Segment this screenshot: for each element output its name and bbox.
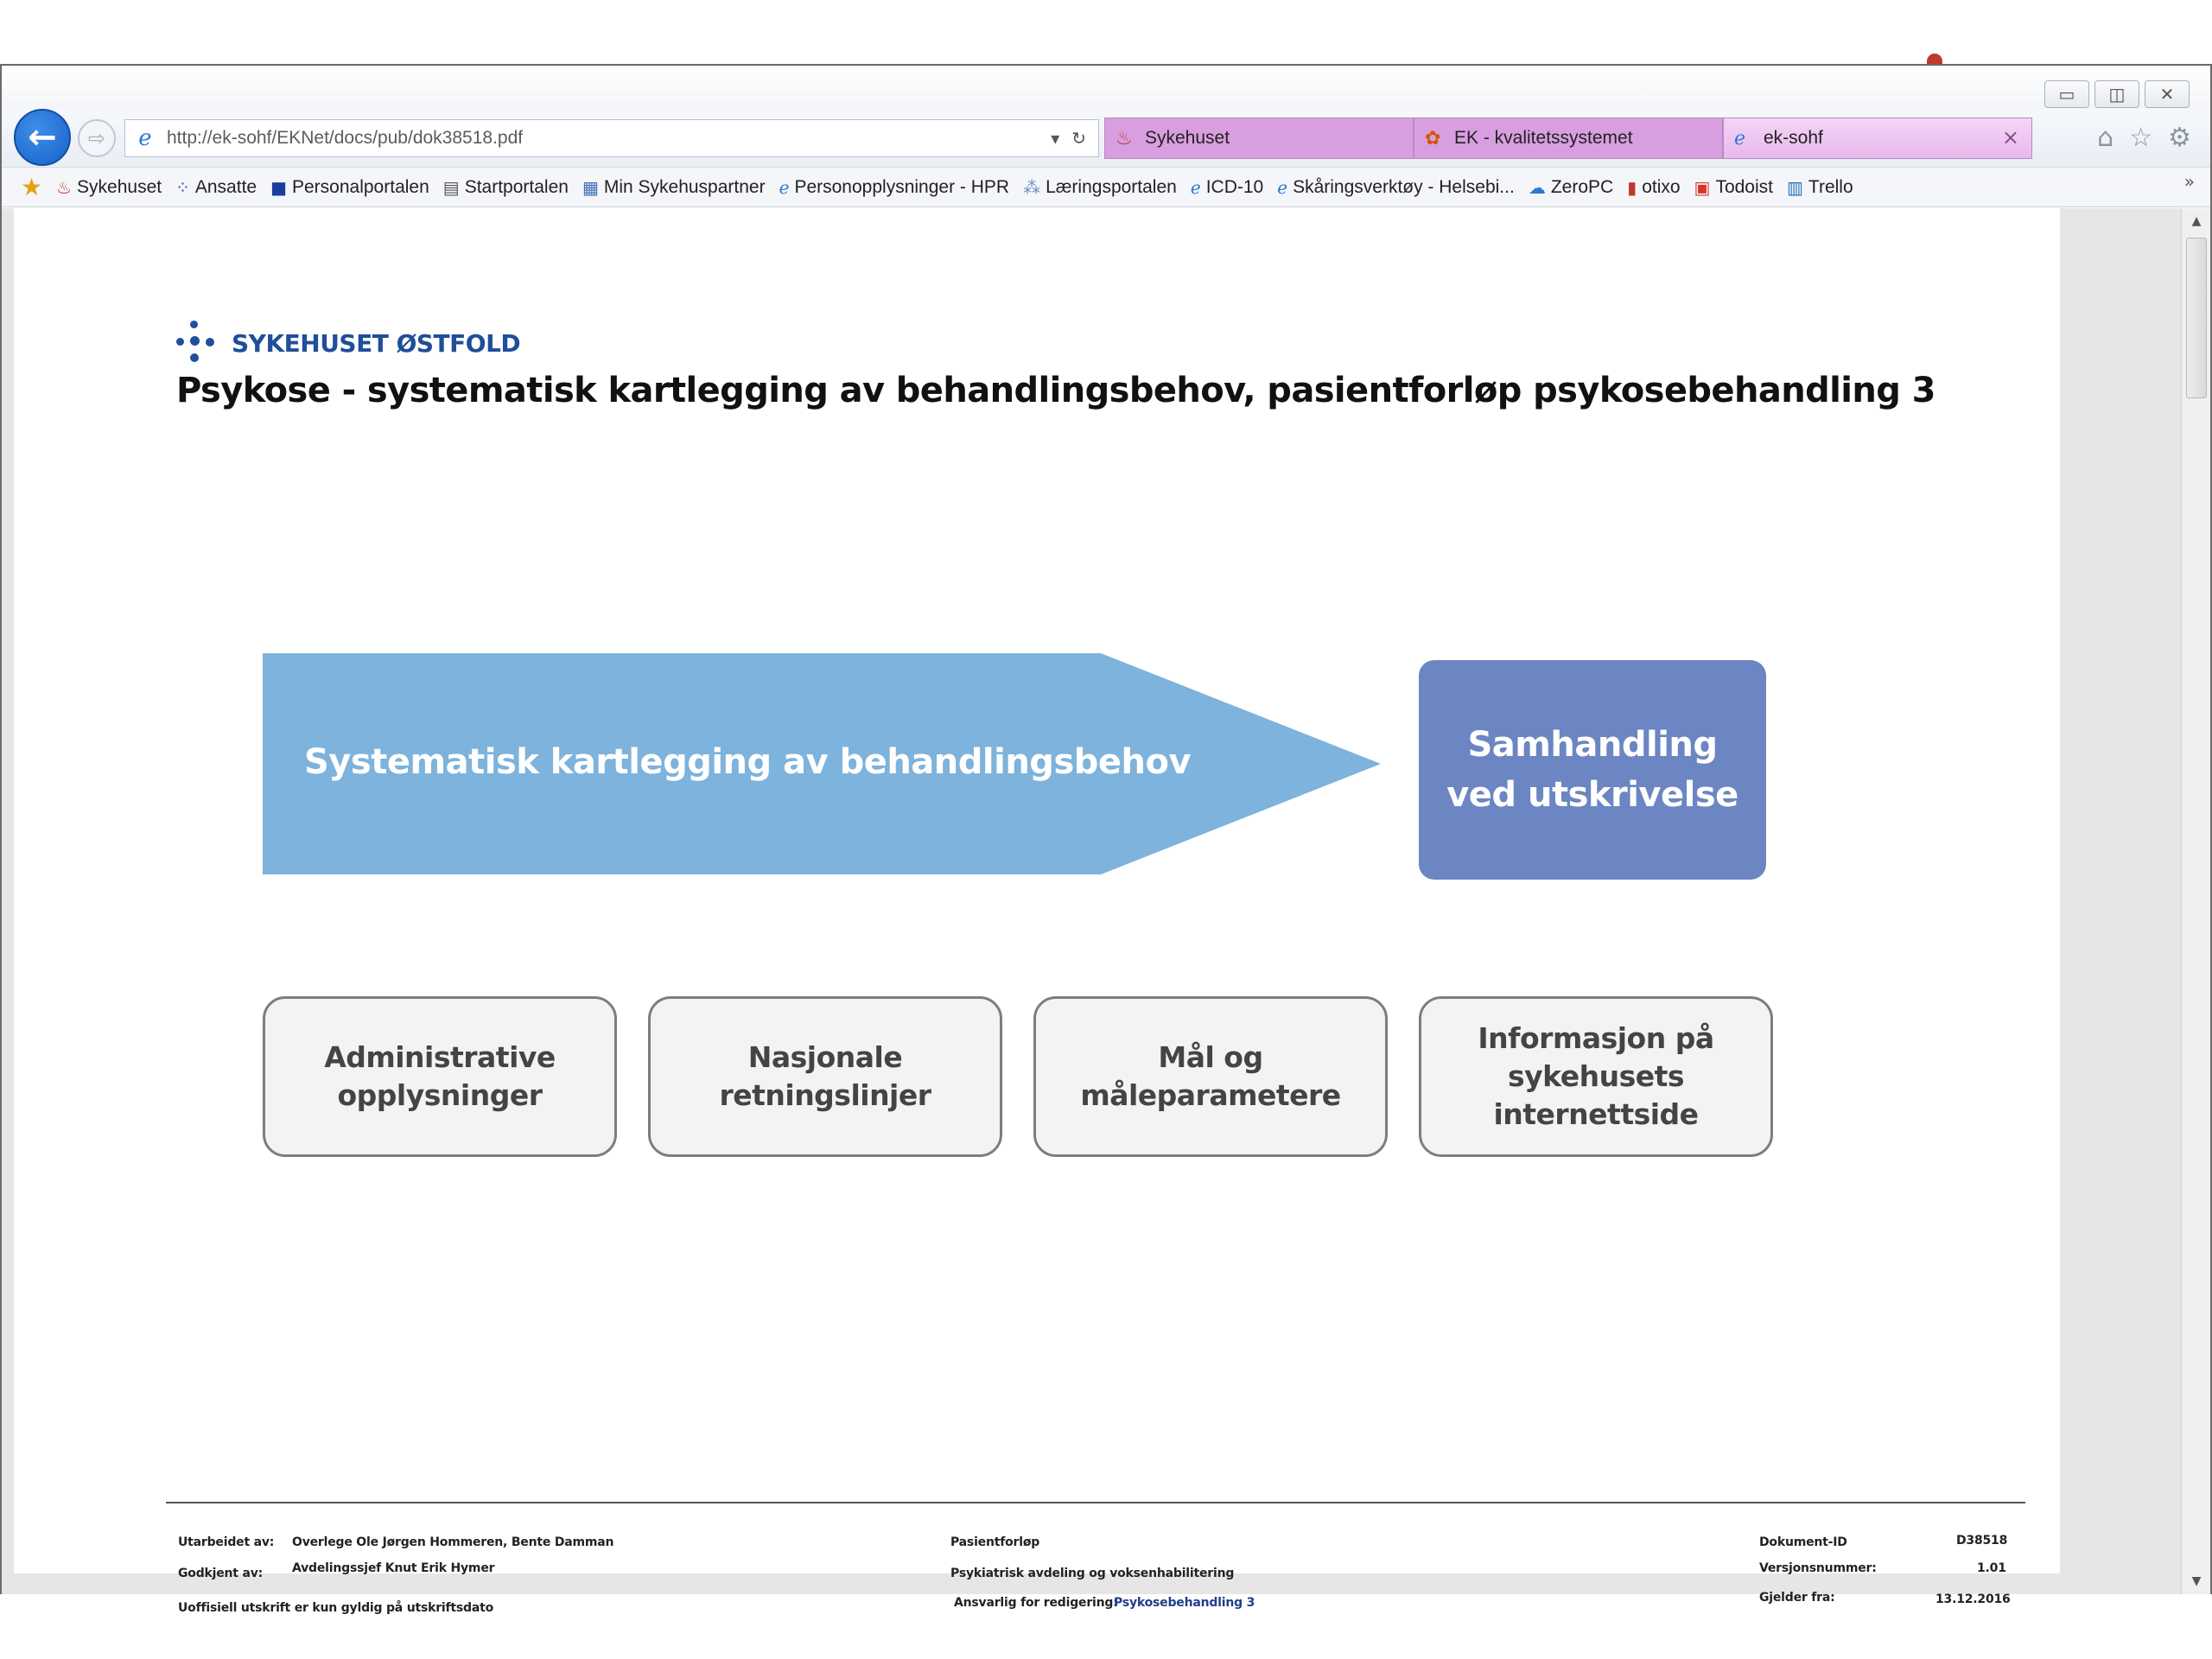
footer-divider	[166, 1502, 2025, 1503]
portal-icon: ■	[270, 176, 287, 198]
home-icon[interactable]: ⌂	[2097, 123, 2114, 153]
favorite-label: Læringsportalen	[1046, 176, 1177, 197]
scroll-thumb[interactable]	[2186, 238, 2207, 398]
button-label: Nasjonale retningslinjer	[719, 1040, 931, 1112]
version-value: 1.01	[1977, 1561, 2006, 1575]
button-label: Mål og måleparametere	[1080, 1040, 1341, 1112]
dots-icon: ⁘	[175, 176, 190, 198]
button-label: Informasjon på sykehusets internettside	[1478, 1021, 1714, 1131]
favorite-todoist[interactable]	[1694, 177, 1773, 198]
browser-window	[0, 64, 2212, 1615]
guidelines-button[interactable]	[648, 996, 1002, 1157]
favorite-zeropc[interactable]	[1529, 177, 1613, 198]
favorite-laeringsportalen[interactable]	[1023, 177, 1177, 198]
favorite-personalportalen[interactable]	[270, 177, 429, 198]
settings-gear-icon[interactable]: ⚙	[2168, 123, 2191, 153]
favorite-sykehuset[interactable]	[56, 177, 162, 198]
favorite-label: Ansatte	[194, 176, 257, 197]
favorite-trello[interactable]	[1787, 177, 1853, 198]
goals-button[interactable]	[1033, 996, 1388, 1157]
red-marker-shape	[1927, 54, 1942, 64]
version-label: Versjonsnummer:	[1759, 1561, 1877, 1575]
sykehuset-icon: ♨	[56, 176, 73, 198]
favorite-label: ICD-10	[1205, 176, 1264, 197]
tab-label: ek-sohf	[1764, 128, 1823, 148]
tab-sykehuset[interactable]	[1104, 118, 1414, 159]
more-favorites-icon[interactable]: »	[2183, 171, 2195, 192]
sykehuset-icon: ♨	[1116, 127, 1133, 149]
close-tab-icon[interactable]: ×	[2001, 125, 2019, 149]
partner-icon: ▦	[582, 176, 599, 198]
window-controls	[2044, 80, 2190, 108]
refresh-icon[interactable]: ↻	[1071, 128, 1086, 149]
favorite-startportalen[interactable]	[443, 177, 569, 198]
utarbeidet-value: Overlege Ole Jørgen Hommeren, Bente Damman	[292, 1535, 614, 1549]
network-icon: ⁂	[1023, 176, 1041, 198]
address-bar[interactable]	[124, 119, 1099, 157]
ie-page-icon: ℯ	[1277, 176, 1288, 198]
favorite-ansatte[interactable]	[175, 177, 257, 198]
valid-label: Gjelder fra:	[1759, 1591, 1835, 1605]
vertical-scrollbar[interactable]	[2181, 208, 2210, 1594]
tab-label: EK - kvalitetssystemet	[1454, 128, 1633, 148]
favorite-label: otixo	[1642, 176, 1681, 197]
scroll-down-icon[interactable]: ▼	[2191, 1574, 2202, 1588]
tab-label: Sykehuset	[1145, 128, 1230, 148]
forward-arrow-icon: ⇨	[87, 126, 106, 150]
ie-page-icon: ℯ	[138, 125, 152, 151]
title-bar	[2, 66, 2210, 109]
url-text[interactable]: http://ek-sohf/EKNet/docs/pub/dok38518.pdf	[167, 128, 524, 148]
scroll-up-icon[interactable]: ▲	[2191, 214, 2202, 228]
ie-page-icon: ℯ	[1190, 176, 1201, 198]
favorite-label: Trello	[1808, 176, 1853, 197]
favorite-personopplysninger[interactable]	[779, 177, 1009, 198]
next-step-box[interactable]	[1419, 660, 1766, 880]
back-button[interactable]	[14, 109, 71, 166]
favorite-skaringsverktoy[interactable]	[1277, 177, 1515, 198]
favorite-label: Min Sykehuspartner	[603, 176, 766, 197]
document-title: Psykose - systematisk kartlegging av behandlingsbehov, pasientforløp psykosebehandling 3	[176, 371, 1936, 410]
administrative-button[interactable]	[263, 996, 617, 1157]
website-info-button[interactable]	[1419, 996, 1773, 1157]
favorite-label: Sykehuset	[77, 176, 162, 197]
utarbeidet-label: Utarbeidet av:	[178, 1535, 275, 1549]
favorite-label: Personalportalen	[292, 176, 429, 197]
doc-id-label: Dokument-ID	[1759, 1535, 1847, 1549]
minimize-button[interactable]: ▭	[2044, 80, 2089, 108]
hospital-logo	[175, 319, 520, 367]
tab-ek-sohf[interactable]	[1723, 118, 2032, 159]
responsible-label: Ansvarlig for redigering:	[954, 1596, 1118, 1610]
content-viewport	[2, 208, 2210, 1615]
document-type: Pasientforløp	[950, 1535, 1040, 1549]
logo-text: SYKEHUSET ØSTFOLD	[232, 328, 521, 358]
favorite-otixo[interactable]	[1627, 177, 1680, 198]
pdf-page	[14, 208, 2060, 1615]
ek-icon: ✿	[1425, 127, 1441, 149]
dropdown-icon[interactable]: ▾	[1051, 128, 1060, 149]
favorite-label: Skåringsverktøy - Helsebi...	[1293, 176, 1515, 197]
back-arrow-icon: ←	[28, 118, 57, 157]
otixo-icon: ▮	[1627, 176, 1637, 198]
address-controls	[1051, 128, 1086, 149]
favorite-min-sykehuspartner[interactable]	[582, 177, 766, 198]
doc-id-value: D38518	[1956, 1534, 2008, 1548]
ie-page-icon: ℯ	[779, 176, 790, 198]
favorite-label: ZeroPC	[1550, 176, 1614, 197]
browser-tools	[2097, 123, 2191, 153]
godkjent-label: Godkjent av:	[178, 1567, 264, 1580]
cloud-icon: ☁	[1528, 176, 1546, 198]
close-window-button[interactable]: ✕	[2145, 80, 2190, 108]
trello-icon: ▥	[1787, 176, 1803, 198]
department-text: Psykiatrisk avdeling og voksenhabilitering	[950, 1567, 1235, 1580]
favorite-label: Startportalen	[464, 176, 569, 197]
page-icon: ▤	[442, 176, 460, 198]
todoist-icon: ▣	[1694, 176, 1711, 198]
favorite-icd10[interactable]	[1191, 177, 1263, 198]
favorites-star-icon[interactable]: ☆	[2129, 123, 2153, 153]
disclaimer-text: Uoffisiell utskrift er kun gyldig på utskriftsdato	[178, 1601, 494, 1615]
ie-page-icon: ℯ	[1734, 127, 1746, 149]
favorites-add-icon[interactable]: ★	[21, 173, 43, 201]
logo-dots-icon	[175, 319, 223, 367]
button-label: Administrative opplysninger	[324, 1040, 556, 1112]
favorite-label: Personopplysninger - HPR	[794, 176, 1010, 197]
tab-ek-kvalitetssystemet[interactable]	[1414, 118, 1723, 159]
godkjent-value: Avdelingssjef Knut Erik Hymer	[292, 1561, 495, 1575]
responsible-value: Psykosebehandling 3	[1114, 1596, 1255, 1610]
process-arrow-label: Systematisk kartlegging av behandlingsbehov	[304, 742, 1192, 782]
maximize-button[interactable]: ◫	[2094, 80, 2139, 108]
forward-button[interactable]	[78, 119, 116, 157]
favorites-bar	[2, 168, 2210, 207]
valid-value: 13.12.2016	[1936, 1592, 2011, 1606]
favorite-label: Todoist	[1715, 176, 1773, 197]
next-step-label: Samhandling ved utskrivelse	[1446, 725, 1738, 815]
tab-strip	[1104, 118, 2032, 159]
